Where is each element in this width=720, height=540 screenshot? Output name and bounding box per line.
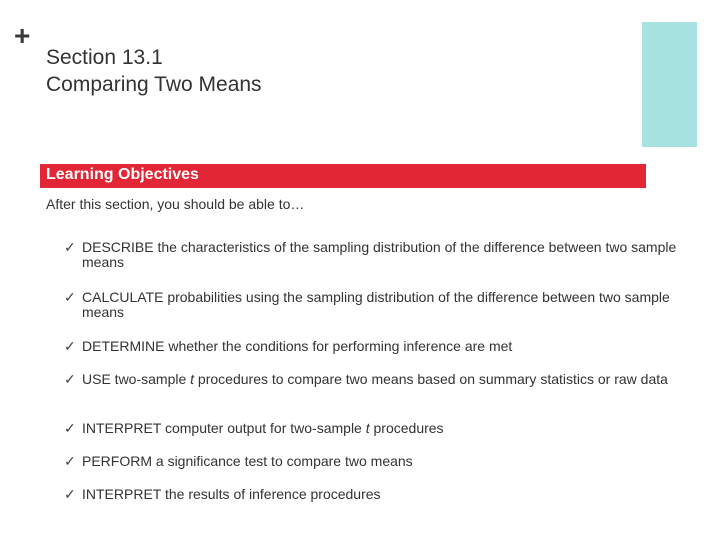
objective-text: INTERPRET computer output for two-sample t procedures xyxy=(82,420,444,436)
accent-block xyxy=(642,22,697,147)
intro-text: After this section, you should be able to… xyxy=(46,196,305,212)
checkmark-icon: ✓ xyxy=(64,289,76,305)
objective-text: DESCRIBE the characteristics of the sampling distribution of the difference between two sample means xyxy=(82,239,677,270)
checkmark-icon: ✓ xyxy=(64,420,76,436)
plus-icon: + xyxy=(14,20,31,51)
objective-text: PERFORM a significance test to compare two means xyxy=(82,453,413,469)
objective-text: INTERPRET the results of inference procedures xyxy=(82,486,381,502)
objective-text: DETERMINE whether the conditions for performing inference are met xyxy=(82,338,513,354)
title-line-1: Section 13.1 xyxy=(46,46,163,69)
page-title xyxy=(46,44,262,98)
checkmark-icon: ✓ xyxy=(64,239,76,255)
checkmark-icon: ✓ xyxy=(64,371,76,387)
objective-text: USE two-sample t procedures to compare two means based on summary statistics or raw data xyxy=(82,371,668,387)
checkmark-icon: ✓ xyxy=(64,453,76,469)
learning-objectives-bar xyxy=(40,164,646,188)
learning-objectives-label: Learning Objectives xyxy=(46,166,199,183)
objective-text: CALCULATE probabilities using the sampling distribution of the difference between two sample means xyxy=(82,289,670,320)
title-line-2: Comparing Two Means xyxy=(46,73,262,96)
checkmark-icon: ✓ xyxy=(64,338,76,354)
checkmark-icon: ✓ xyxy=(64,486,76,502)
